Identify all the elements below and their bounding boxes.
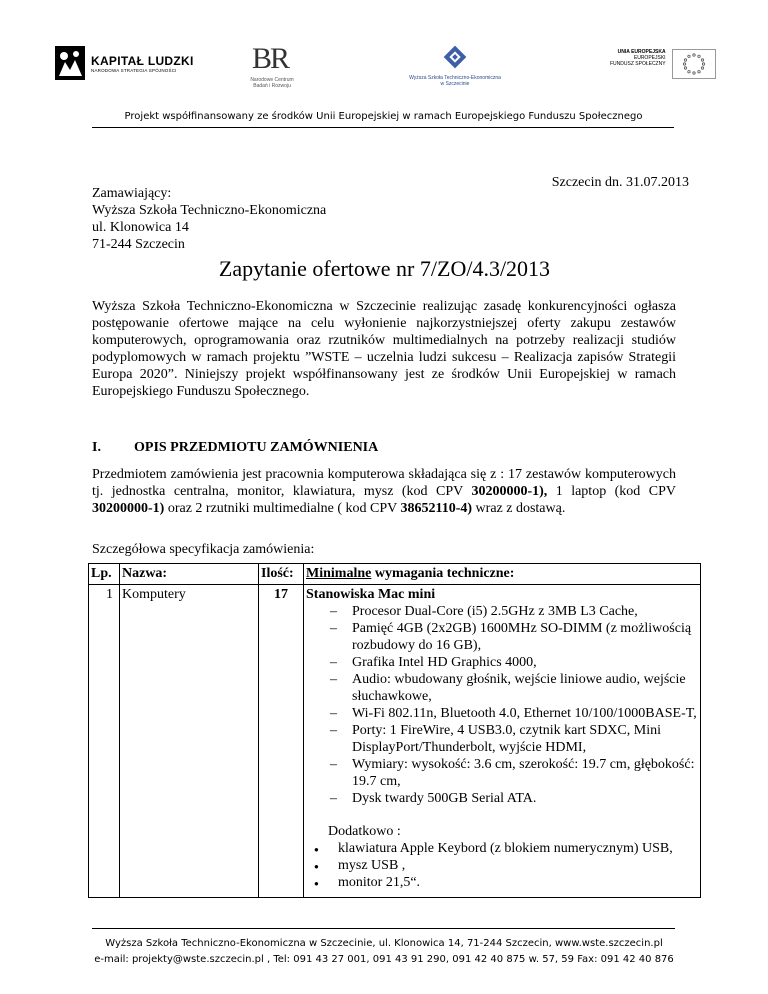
row-name: Komputery [120, 585, 259, 898]
spec-item: – Wi-Fi 802.11n, Bluetooth 4.0, Ethernet 10/100/1000BASE-T, [306, 705, 698, 722]
extra-item: ● monitor 21,5“. [306, 874, 698, 891]
subject-paragraph [92, 466, 676, 517]
eu-flag-icon [672, 49, 716, 79]
section-number: I. [92, 440, 101, 455]
subject-text-2: 1 laptop (kod CPV [547, 484, 677, 499]
ue-line2: EUROPEJSKI [633, 55, 666, 61]
svg-text:R: R [270, 42, 291, 72]
wste-logo [400, 44, 510, 87]
header-qty: Ilość: [259, 564, 304, 585]
spec-item: – Pamięć 4GB (2x2GB) 1600MHz SO-DIMM (z możliwością rozbudowy do 16 GB), [306, 620, 698, 654]
footer-divider [92, 928, 675, 929]
spec-label: Szczegółowa specyfikacja zamówienia: [92, 542, 315, 557]
cpv-code-3: 38652110-4) [400, 501, 473, 516]
header-requirements-rest: wymagania techniczne: [371, 566, 515, 581]
row-qty: 17 [259, 585, 304, 898]
ue-logo [610, 49, 716, 79]
address-name: Wyższa Szkoła Techniczno-Ekonomiczna [92, 203, 327, 218]
spec-item: – Grafika Intel HD Graphics 4000, [306, 654, 698, 671]
spec-list [306, 603, 698, 807]
address-label: Zamawiający: [92, 186, 172, 201]
cpv-code-1: 30200000-1), [471, 484, 548, 499]
table-header-row [89, 564, 701, 585]
kapital-ludzki-emblem-icon [55, 46, 85, 80]
kapital-ludzki-title: KAPITAŁ LUDZKI [91, 53, 194, 68]
contracting-authority-address [92, 185, 326, 253]
cpv-code-2: 30200000-1) [92, 501, 165, 516]
kapital-ludzki-logo [55, 46, 194, 80]
document-title: Zapytanie ofertowe nr 7/ZO/4.3/2013 [218, 256, 551, 281]
svg-text:B: B [252, 42, 273, 72]
address-city: 71-244 Szczecin [92, 237, 185, 252]
section-heading [92, 440, 378, 456]
intro-paragraph: Wyższa Szkoła Techniczno-Ekonomiczna w Szczecinie realizując zasadę konkurencyjności ogłasza postępowanie ofertowe mające na celu wyłonienie najkorzystniejszej oferty zakupu zestawów komputerowych, oprogramowania oraz rzutników multimedialnych na potrzeby realizacji studiów podyplomowych w ramach projektu ”WSTE – uczelnia ludzi sukcesu – Realizacja zapisów Strategii Europa 2020”. Niniejszy projekt współfinansowany jest ze środków Unii Europejskiej w ramach Europejskiego Funduszu Społecznego. [92, 299, 676, 399]
spec-item: – Wymiary: wysokość: 3.6 cm, szerokość: 19.7 cm, głębokość: 19.7 cm, [306, 756, 698, 790]
footer-line1: Wyższa Szkoła Techniczno-Ekonomiczna w Szczecinie, ul. Klonowica 14, 71-244 Szczecin, www.wste.szczecin.pl [105, 938, 663, 949]
header-divider [92, 127, 674, 128]
document-date: Szczecin dn. 31.07.2013 [551, 175, 689, 190]
ue-line1: UNIA EUROPEJSKA [617, 49, 666, 55]
header-requirements [304, 564, 701, 585]
specification-table [88, 563, 701, 898]
ncbr-emblem-icon [250, 42, 294, 72]
wste-line1: Wyższa Szkoła Techniczno-Ekonomiczna [409, 75, 501, 81]
row-requirements [304, 585, 701, 898]
row-lp: 1 [89, 585, 120, 898]
spec-item: – Dysk twardy 500GB Serial ATA. [306, 790, 698, 807]
spec-item: – Porty: 1 FireWire, 4 USB3.0, czytnik kart SDXC, Mini DisplayPort/Thunderbolt, wyjście HDMI, [306, 722, 698, 756]
ue-line3: FUNDUSZ SPOŁECZNY [610, 61, 666, 67]
ncbr-line1: Narodowe Centrum [250, 77, 294, 83]
wste-line2: w Szczecinie [440, 81, 470, 87]
extras-label: Dodatkowo : [328, 824, 401, 839]
footer [40, 936, 728, 968]
extra-item: ● mysz USB , [306, 857, 698, 874]
address-street: ul. Klonowica 14 [92, 220, 189, 235]
kapital-ludzki-subtitle: NARODOWA STRATEGIA SPÓJNOŚCI [91, 67, 177, 73]
header-lp: Lp. [89, 564, 120, 585]
wste-emblem-icon [442, 44, 468, 70]
cofinance-header: Projekt współfinansowany ze środków Unii Europejskiej w ramach Europejskiego Funduszu Społecznego [124, 111, 643, 122]
subject-text-3: oraz 2 rzutniki multimedialne ( kod CPV [164, 501, 401, 516]
spec-item: – Procesor Dual-Core (i5) 2.5GHz z 3MB L3 Cache, [306, 603, 698, 620]
table-row [89, 585, 701, 898]
ncbr-logo [242, 42, 302, 89]
section-title: OPIS PRZEDMIOTU ZAMÓWNIENIA [134, 440, 379, 455]
footer-line2: e-mail: projekty@wste.szczecin.pl , Tel: 091 43 27 001, 091 43 91 290, 091 42 40 875 w. 57, 59 Fax: 091 42 40 876 [94, 954, 674, 965]
subject-text-4: wraz z dostawą. [472, 501, 566, 516]
spec-item: – Audio: wbudowany głośnik, wejście liniowe audio, wejście słuchawkowe, [306, 671, 698, 705]
product-name: Stanowiska Mac mini [306, 587, 436, 602]
ncbr-line2: Badań i Rozwoju [253, 83, 291, 89]
subject-text-1: Przedmiotem zamówienia jest pracownia komputerowa składająca się z : 17 zestawów komputerowych tj. jednostka centralna, monitor, klawiatura, mysz (kod CPV [92, 467, 676, 499]
extra-item: ● klawiatura Apple Keybord (z blokiem numerycznym) USB, [306, 840, 698, 857]
header-name: Nazwa: [120, 564, 259, 585]
header-requirements-underlined: Minimalne [306, 566, 372, 581]
extras-list [306, 840, 698, 891]
